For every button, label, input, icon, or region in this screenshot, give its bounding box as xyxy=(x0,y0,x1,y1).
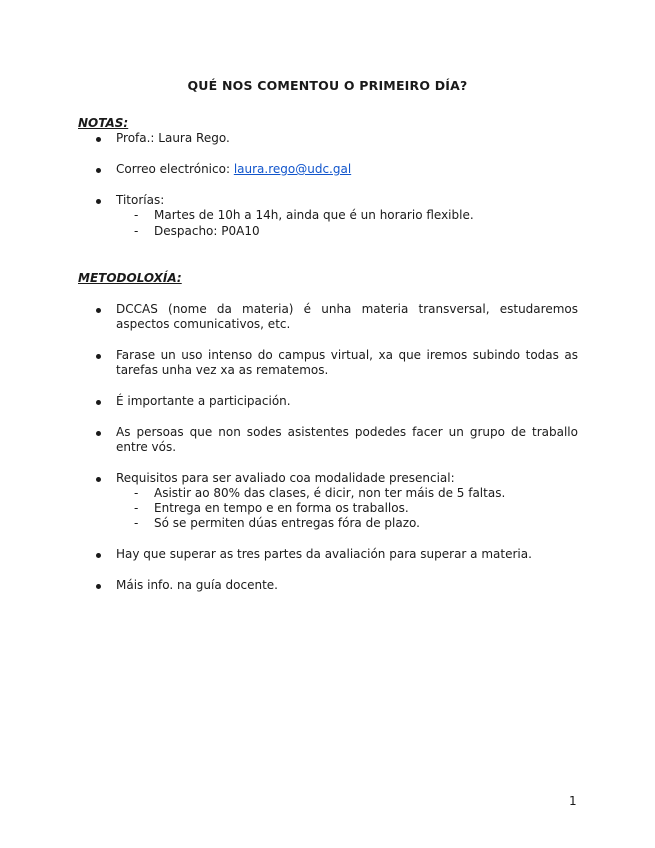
sub-item-requisito-entrega: - Entrega en tempo e en forma os traballos. xyxy=(134,501,409,515)
list-item-superar: Hay que superar as tres partes da avaliación para superar a materia. xyxy=(96,547,578,562)
bullet-icon xyxy=(96,354,101,359)
bullet-icon xyxy=(96,400,101,405)
list-item-dccas: DCCAS (nome da materia) é unha materia transversal, estudaremos aspectos comunicativos, etc. xyxy=(96,302,578,332)
sub-item-titorias-horario: - Martes de 10h a 14h, ainda que é un horario flexible. xyxy=(134,208,474,222)
titorias-label: Titorías: xyxy=(116,193,165,207)
bullet-icon xyxy=(96,308,101,313)
correo-label: Correo electrónico: xyxy=(116,162,234,176)
profa-text: Profa.: Laura Rego. xyxy=(116,131,230,145)
list-item-participacion: É importante a participación. xyxy=(96,394,578,409)
bullet-icon xyxy=(96,477,101,482)
list-item-profa xyxy=(96,131,578,146)
bullet-icon xyxy=(96,137,101,142)
list-item-correo xyxy=(96,162,578,177)
bullet-icon xyxy=(96,199,101,204)
sub-item-requisito-plazo: - Só se permiten dúas entregas fóra de plazo. xyxy=(134,516,420,530)
list-item-asistentes: As persoas que non sodes asistentes podedes facer un grupo de traballo entre vós. xyxy=(96,425,578,455)
list-item-requisitos: Requisitos para ser avaliado coa modalidade presencial: xyxy=(96,471,578,486)
bullet-icon xyxy=(96,431,101,436)
email-link[interactable]: laura.rego@udc.gal xyxy=(233,162,352,176)
page-title: QUÉ NOS COMENTOU O PRIMEIRO DÍA? xyxy=(187,78,468,93)
sub-item-titorias-despacho: - Despacho: P0A10 xyxy=(134,224,260,238)
list-item-titorias xyxy=(96,193,578,208)
metodoloxia-heading: METODOLOXÍA: xyxy=(78,271,182,285)
page-number: 1 xyxy=(569,794,577,808)
notas-heading: NOTAS: xyxy=(78,116,129,130)
list-item-campus-virtual: Farase un uso intenso do campus virtual, xa que iremos subindo todas as tarefas unha vez xa as rematemos. xyxy=(96,348,578,378)
bullet-icon xyxy=(96,584,101,589)
list-item-guia: Máis info. na guía docente. xyxy=(96,578,578,593)
sub-item-requisito-asistencia: - Asistir ao 80% das clases, é dicir, non ter máis de 5 faltas. xyxy=(134,486,506,500)
bullet-icon xyxy=(96,553,101,558)
bullet-icon xyxy=(96,168,101,173)
